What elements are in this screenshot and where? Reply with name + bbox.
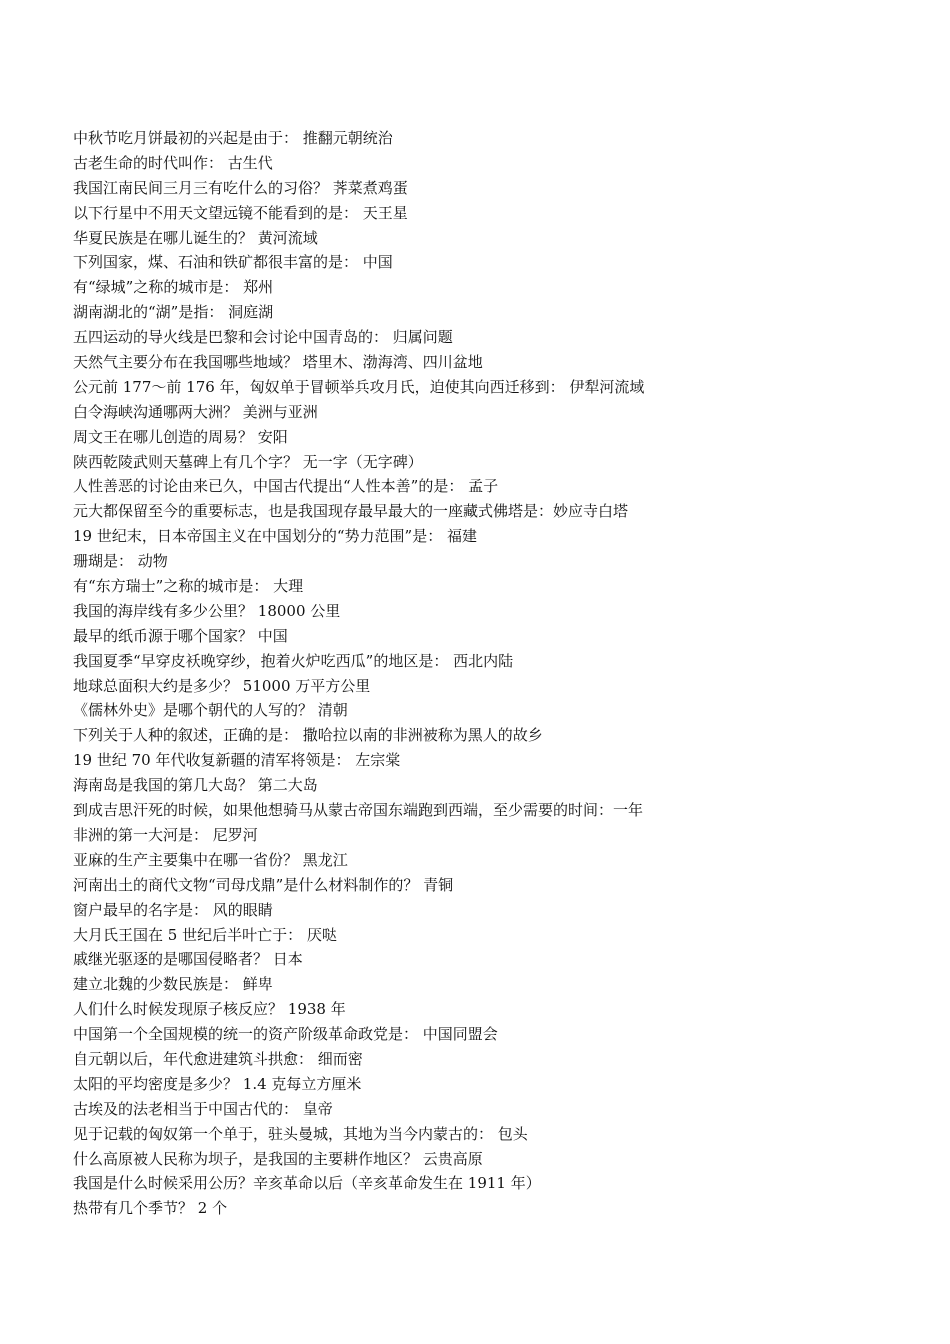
qa-line: 热带有几个季节？ 2 个	[73, 1199, 228, 1218]
qa-line: 湖南湖北的“湖”是指： 洞庭湖	[73, 303, 274, 322]
qa-line: 我国的海岸线有多少公里？ 18000 公里	[73, 601, 341, 620]
qa-line: 古埃及的法老相当于中国古代的： 皇帝	[73, 1099, 333, 1118]
qa-line: 以下行星中不用天文望远镜不能看到的是： 天王星	[73, 203, 408, 222]
qa-line: 我国是什么时候采用公历？辛亥革命以后（辛亥革命发生在 1911 年）	[73, 1174, 541, 1193]
qa-line: 自元朝以后，年代愈进建筑斗拱愈： 细而密	[73, 1049, 363, 1068]
qa-line: 人们什么时候发现原子核反应？ 1938 年	[73, 1000, 346, 1019]
qa-line: 大月氏王国在 5 世纪后半叶亡于： 厌哒	[73, 925, 337, 944]
qa-line: 五四运动的导火线是巴黎和会讨论中国青岛的： 归属问题	[73, 328, 453, 347]
qa-line: 我国江南民间三月三有吃什么的习俗？ 荠菜煮鸡蛋	[73, 178, 408, 197]
qa-line: 元大都保留至今的重要标志，也是我国现存最早最大的一座藏式佛塔是：妙应寺白塔	[73, 502, 629, 521]
qa-line: 什么高原被人民称为坝子，是我国的主要耕作地区？ 云贵高原	[73, 1149, 483, 1168]
qa-line: 海南岛是我国的第几大岛？ 第二大岛	[73, 776, 318, 795]
qa-line: 古老生命的时代叫作： 古生代	[73, 153, 273, 172]
qa-line: 到成吉思汗死的时候，如果他想骑马从蒙古帝国东端跑到西端，至少需要的时间：一年	[73, 801, 644, 820]
qa-line: 19 世纪 70 年代收复新疆的清军将领是： 左宗棠	[73, 751, 401, 770]
qa-line: 19 世纪末，日本帝国主义在中国划分的“势力范围”是： 福建	[73, 527, 477, 546]
qa-line: 珊瑚是： 动物	[73, 552, 168, 571]
qa-line: 下列国家，煤、石油和铁矿都很丰富的是： 中国	[73, 253, 393, 272]
qa-line: 天然气主要分布在我国哪些地域？ 塔里木、渤海湾、四川盆地	[73, 353, 483, 372]
qa-line: 中国第一个全国规模的统一的资产阶级革命政党是： 中国同盟会	[73, 1025, 498, 1044]
qa-line: 我国夏季“早穿皮袄晚穿纱，抱着火炉吃西瓜”的地区是： 西北内陆	[73, 651, 514, 670]
qa-line: 太阳的平均密度是多少？ 1.4 克每立方厘米	[73, 1074, 362, 1093]
qa-line: 最早的纸币源于哪个国家？ 中国	[73, 626, 288, 645]
qa-line: 建立北魏的少数民族是： 鲜卑	[73, 975, 273, 994]
qa-line: 有“东方瑞士”之称的城市是： 大理	[73, 577, 304, 596]
qa-line: 见于记载的匈奴第一个单于，驻头曼城，其地为当今内蒙古的： 包头	[73, 1124, 528, 1143]
qa-line: 戚继光驱逐的是哪国侵略者？ 日本	[73, 950, 303, 969]
qa-line: 人性善恶的讨论由来已久，中国古代提出“人性本善”的是： 孟子	[73, 477, 499, 496]
qa-line: 《儒林外史》是哪个朝代的人写的？ 清朝	[73, 701, 348, 720]
qa-line: 中秋节吃月饼最初的兴起是由于： 推翻元朝统治	[73, 129, 393, 147]
qa-line: 陕西乾陵武则天墓碑上有几个字？ 无一字（无字碑）	[73, 452, 423, 471]
qa-line: 窗户最早的名字是： 风的眼睛	[73, 900, 273, 919]
qa-line: 有“绿城”之称的城市是： 郑州	[73, 278, 274, 297]
qa-line: 河南出土的商代文物“司母戊鼎”是什么材料制作的？ 青铜	[73, 875, 454, 894]
qa-line: 下列关于人种的叙述，正确的是： 撒哈拉以南的非洲被称为黑人的故乡	[73, 726, 543, 745]
qa-line: 公元前 177～前 176 年，匈奴单于冒顿举兵攻月氏，迫使其向西迁移到： 伊犁河流域	[73, 377, 645, 396]
qa-line: 周文王在哪儿创造的周易？ 安阳	[73, 427, 288, 446]
qa-line: 亚麻的生产主要集中在哪一省份？ 黑龙江	[73, 850, 348, 869]
qa-line: 白令海峡沟通哪两大洲？ 美洲与亚洲	[73, 402, 318, 421]
qa-line: 非洲的第一大河是： 尼罗河	[73, 825, 258, 844]
qa-line: 华夏民族是在哪儿诞生的？ 黄河流域	[73, 228, 318, 247]
qa-list	[73, 126, 913, 1221]
qa-line: 地球总面积大约是多少？ 51000 万平方公里	[73, 676, 371, 695]
